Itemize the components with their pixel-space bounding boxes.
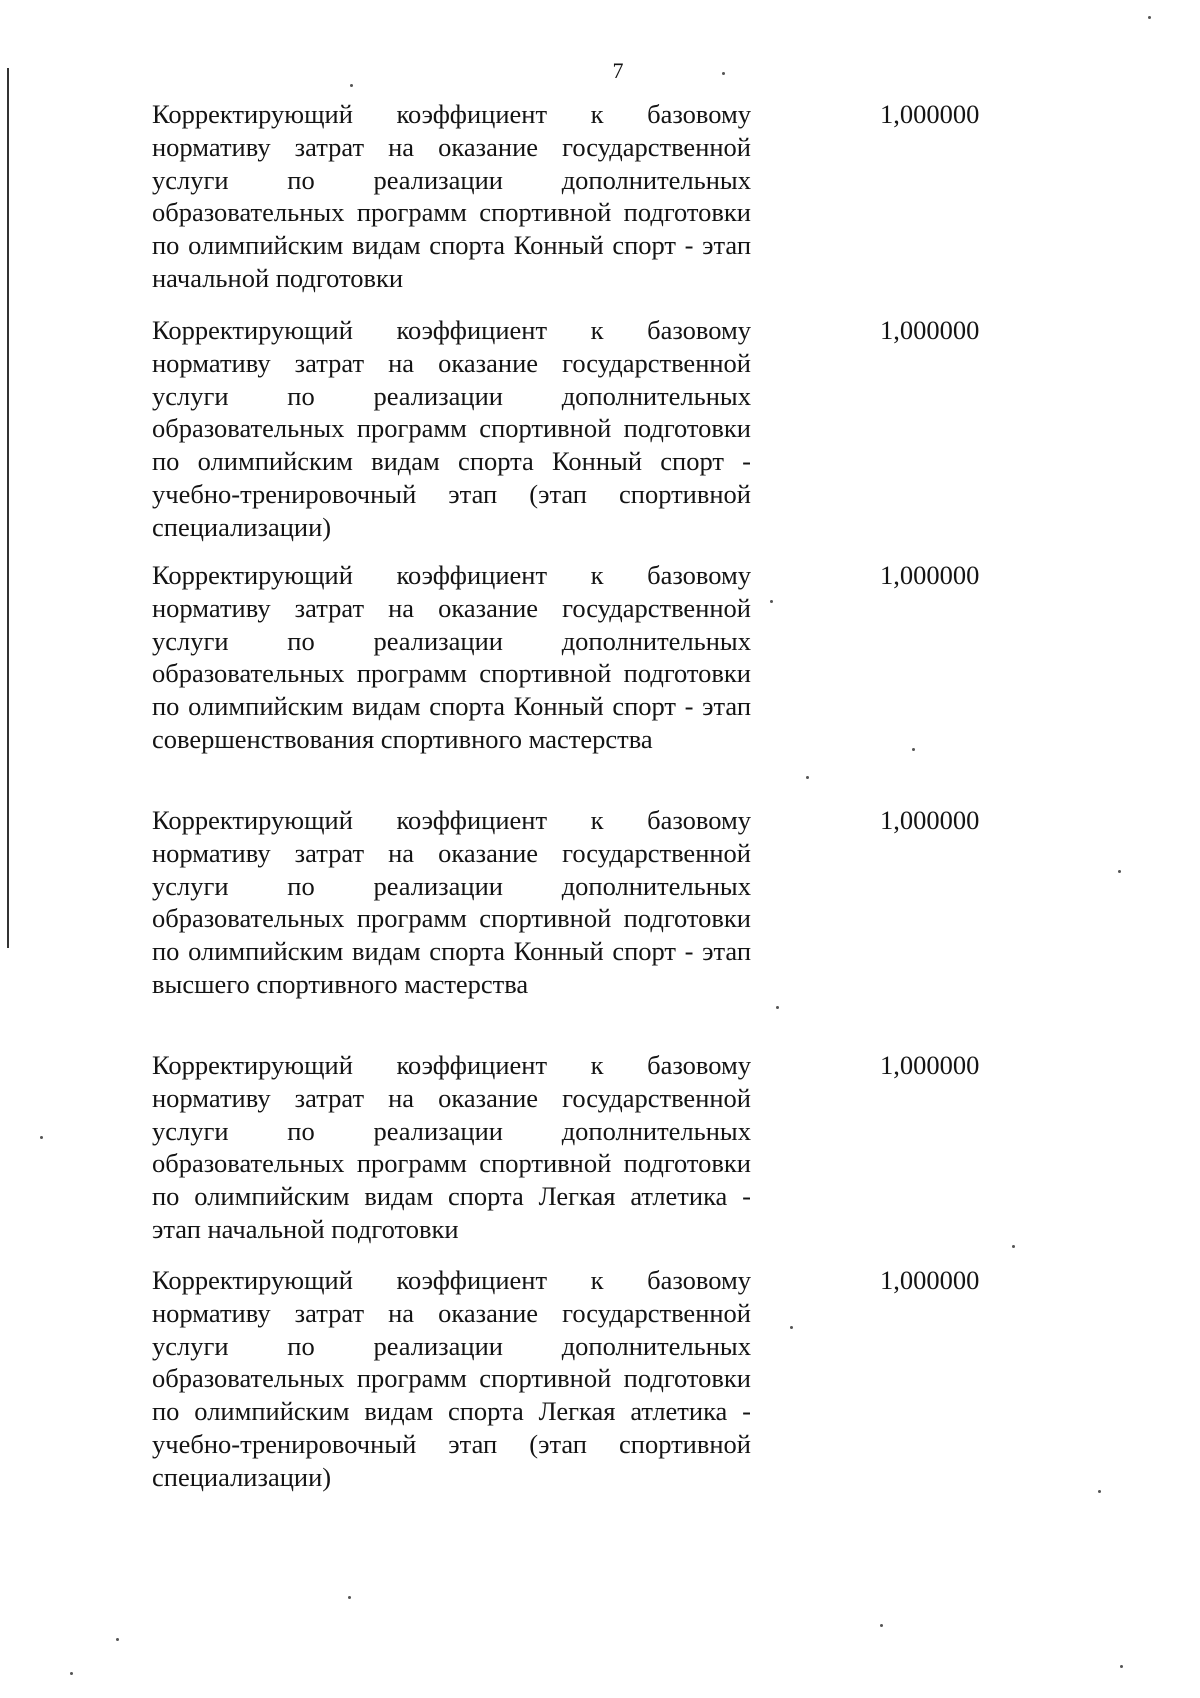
scan-speck <box>722 72 725 75</box>
scan-speck <box>40 1136 43 1139</box>
scan-speck <box>350 84 353 87</box>
scan-speck <box>116 1638 119 1641</box>
coefficient-description: Корректирующий коэффициент к базовому нормативу затрат на оказание государственной услуги по реализации дополнительных образовательных программ спортивной подготовки по олимпийским видам спорта Конный спорт - учебно-тренировочный этап (этап спортивной специализации) <box>152 315 751 542</box>
scan-speck <box>70 1672 73 1675</box>
scan-speck <box>1098 1490 1101 1493</box>
scan-speck <box>806 776 809 779</box>
coefficient-value: 1,000000 <box>880 805 980 835</box>
scan-edge-line <box>7 68 9 948</box>
coefficient-description: Корректирующий коэффициент к базовому нормативу затрат на оказание государственной услуги по реализации дополнительных образовательных программ спортивной подготовки по олимпийским видам спорта Конный спорт - этап высшего спортивного мастерства <box>152 805 751 999</box>
scan-speck <box>776 1006 779 1009</box>
scan-speck <box>1118 870 1121 873</box>
coefficient-value: 1,000000 <box>880 315 980 345</box>
scan-speck <box>770 600 773 603</box>
coefficient-value: 1,000000 <box>880 1050 980 1080</box>
scan-speck <box>880 1624 883 1627</box>
page-number: 7 <box>612 58 624 83</box>
coefficient-value: 1,000000 <box>880 560 980 590</box>
scan-speck <box>1148 16 1151 19</box>
coefficient-value: 1,000000 <box>880 1265 980 1295</box>
coefficient-description: Корректирующий коэффициент к базовому нормативу затрат на оказание государственной услуги по реализации дополнительных образовательных программ спортивной подготовки по олимпийским видам спорта Легкая атлетика - учебно-тренировочный этап (этап спортивной специализации) <box>152 1265 751 1492</box>
scan-speck <box>1012 1245 1015 1248</box>
coefficient-description: Корректирующий коэффициент к базовому нормативу затрат на оказание государственной услуги по реализации дополнительных образовательных программ спортивной подготовки по олимпийским видам спорта Конный спорт - этап совершенствования спортивного мастерства <box>152 560 751 754</box>
scan-speck <box>790 1326 793 1329</box>
coefficient-value: 1,000000 <box>880 99 980 129</box>
scan-speck <box>348 1596 351 1599</box>
coefficient-description: Корректирующий коэффициент к базовому нормативу затрат на оказание государственной услуги по реализации дополнительных образовательных программ спортивной подготовки по олимпийским видам спорта Легкая атлетика - этап начальной подготовки <box>152 1050 751 1244</box>
scan-speck <box>1120 1665 1123 1668</box>
coefficient-description: Корректирующий коэффициент к базовому нормативу затрат на оказание государственной услуги по реализации дополнительных образовательных программ спортивной подготовки по олимпийским видам спорта Конный спорт - этап начальной подготовки <box>152 99 751 293</box>
scan-speck <box>912 748 915 751</box>
